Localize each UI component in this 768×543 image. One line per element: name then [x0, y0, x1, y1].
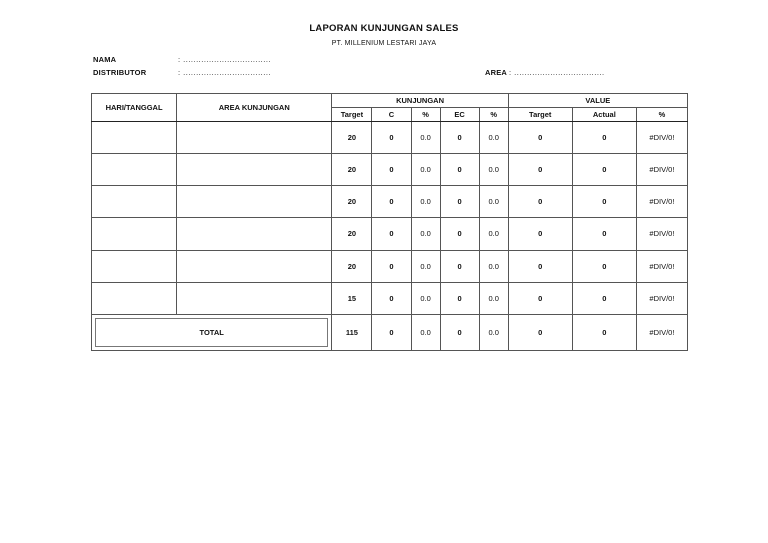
hari-cell[interactable]	[92, 250, 177, 282]
ec-cell: 0	[440, 186, 479, 218]
hari-cell[interactable]	[92, 186, 177, 218]
value-target-cell: 0	[508, 282, 572, 314]
header-target: Target	[332, 108, 372, 122]
ec-percent-cell: 0.0	[479, 154, 508, 186]
total-label-cell	[92, 314, 332, 350]
report-title: LAPORAN KUNJUNGAN SALES	[309, 23, 459, 34]
c-cell: 0	[372, 186, 411, 218]
table-row	[92, 250, 688, 282]
total-value-target-cell: 0	[508, 314, 572, 350]
c-cell: 0	[372, 122, 411, 154]
area-cell[interactable]	[177, 250, 332, 282]
c-percent-cell: 0.0	[411, 186, 440, 218]
c-percent-cell: 0.0	[411, 218, 440, 250]
value-target-cell: 0	[508, 218, 572, 250]
value-target-cell: 0	[508, 250, 572, 282]
value-actual-cell: 0	[572, 218, 636, 250]
c-percent-cell: 0.0	[411, 282, 440, 314]
ec-percent-cell: 0.0	[479, 282, 508, 314]
c-percent-cell: 0.0	[411, 154, 440, 186]
header-hari-tanggal: HARI/TANGGAL	[92, 94, 177, 122]
target-cell: 20	[332, 218, 372, 250]
hari-cell[interactable]	[92, 122, 177, 154]
total-c-cell: 0	[372, 314, 411, 350]
value-percent-cell: #DIV/0!	[636, 250, 687, 282]
header-c-percent: %	[411, 108, 440, 122]
header-value-target: Target	[508, 108, 572, 122]
target-cell: 20	[332, 154, 372, 186]
area-cell[interactable]	[177, 186, 332, 218]
hari-cell[interactable]	[92, 154, 177, 186]
ec-cell: 0	[440, 282, 479, 314]
value-actual-cell: 0	[572, 154, 636, 186]
sales-visit-table	[91, 93, 688, 351]
value-percent-cell: #DIV/0!	[636, 154, 687, 186]
target-cell: 20	[332, 122, 372, 154]
total-row	[92, 314, 688, 350]
distributor-label: DISTRIBUTOR	[93, 68, 147, 77]
header-ec: EC	[440, 108, 479, 122]
c-percent-cell: 0.0	[411, 122, 440, 154]
value-actual-cell: 0	[572, 122, 636, 154]
area-cell[interactable]	[177, 122, 332, 154]
ec-percent-cell: 0.0	[479, 186, 508, 218]
ec-cell: 0	[440, 122, 479, 154]
value-percent-cell: #DIV/0!	[636, 282, 687, 314]
nama-label: NAMA	[93, 55, 117, 64]
total-label: TOTAL	[95, 318, 328, 347]
total-value-actual-cell: 0	[572, 314, 636, 350]
ec-percent-cell: 0.0	[479, 250, 508, 282]
table-row	[92, 122, 688, 154]
value-percent-cell: #DIV/0!	[636, 122, 687, 154]
ec-cell: 0	[440, 218, 479, 250]
target-cell: 20	[332, 186, 372, 218]
ec-cell: 0	[440, 250, 479, 282]
header-ec-percent: %	[479, 108, 508, 122]
header-value-percent: %	[636, 108, 687, 122]
hari-cell[interactable]	[92, 218, 177, 250]
ec-percent-cell: 0.0	[479, 122, 508, 154]
total-c-percent-cell: 0.0	[411, 314, 440, 350]
table-row	[92, 218, 688, 250]
ec-percent-cell: 0.0	[479, 218, 508, 250]
header-value-actual: Actual	[572, 108, 636, 122]
c-percent-cell: 0.0	[411, 250, 440, 282]
company-name: PT. MILLENIUM LESTARI JAYA	[331, 40, 437, 47]
value-target-cell: 0	[508, 154, 572, 186]
header-area-kunjungan: AREA KUNJUNGAN	[177, 94, 332, 122]
area-cell[interactable]	[177, 282, 332, 314]
ec-cell: 0	[440, 154, 479, 186]
area-cell[interactable]	[177, 218, 332, 250]
value-actual-cell: 0	[572, 250, 636, 282]
header-kunjungan-group: KUNJUNGAN	[332, 94, 508, 108]
c-cell: 0	[372, 154, 411, 186]
value-target-cell: 0	[508, 122, 572, 154]
table-row	[92, 154, 688, 186]
area-field[interactable]: : ...................................	[509, 68, 605, 77]
total-ec-percent-cell: 0.0	[479, 314, 508, 350]
total-ec-cell: 0	[440, 314, 479, 350]
total-value-percent-cell: #DIV/0!	[636, 314, 687, 350]
c-cell: 0	[372, 282, 411, 314]
target-cell: 20	[332, 250, 372, 282]
table-row	[92, 186, 688, 218]
value-target-cell: 0	[508, 186, 572, 218]
value-percent-cell: #DIV/0!	[636, 218, 687, 250]
value-actual-cell: 0	[572, 282, 636, 314]
total-target-cell: 115	[332, 314, 372, 350]
header-c: C	[372, 108, 411, 122]
distributor-field[interactable]: : ..................................	[178, 68, 272, 77]
table-row	[92, 282, 688, 314]
area-label: AREA	[485, 68, 508, 77]
c-cell: 0	[372, 218, 411, 250]
nama-field[interactable]: : ..................................	[178, 55, 272, 64]
area-cell[interactable]	[177, 154, 332, 186]
c-cell: 0	[372, 250, 411, 282]
value-percent-cell: #DIV/0!	[636, 186, 687, 218]
header-value-group: VALUE	[508, 94, 687, 108]
hari-cell[interactable]	[92, 282, 177, 314]
target-cell: 15	[332, 282, 372, 314]
value-actual-cell: 0	[572, 186, 636, 218]
